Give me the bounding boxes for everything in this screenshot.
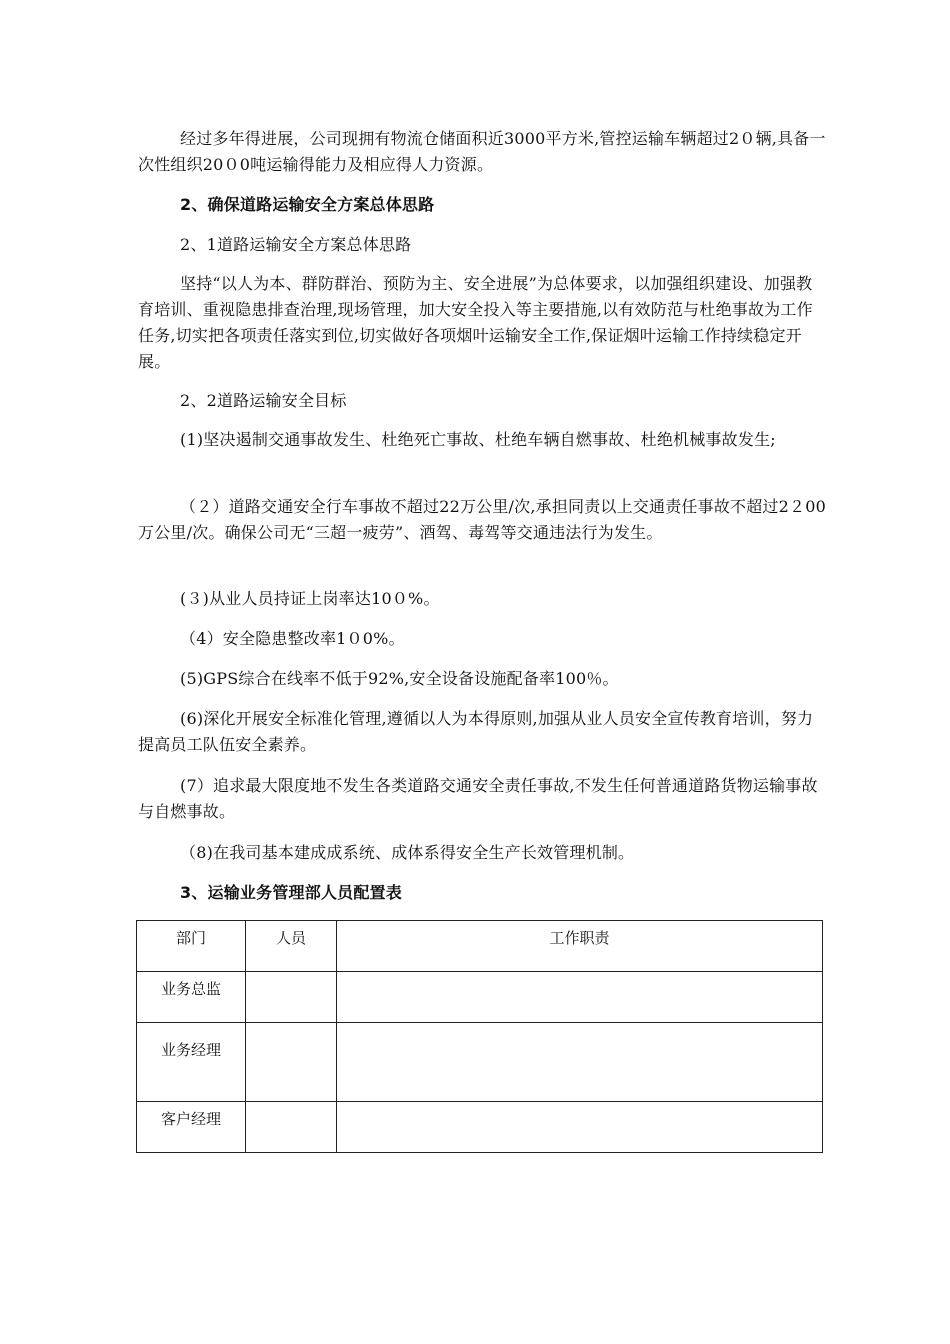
- person-cell: [246, 972, 337, 1023]
- table-row: [137, 1102, 823, 1153]
- dept-cell: 客户经理: [137, 1102, 246, 1153]
- goal-item-7: (7）追求最大限度地不发生各类道路交通安全责任事故,不发生任何普通道路货物运输事故与自燃事故。: [138, 776, 818, 821]
- dept-cell: 业务经理: [137, 1023, 246, 1102]
- section-2-heading: 2、确保道路运输安全方案总体思路: [180, 195, 435, 214]
- section-3-heading: 3、运输业务管理部人员配置表: [180, 883, 402, 902]
- goal-item-4: （4）安全隐患整改率1０0%。: [180, 629, 405, 648]
- person-cell: [246, 1023, 337, 1102]
- duty-cell: [337, 1102, 823, 1153]
- goal-item-6: (6)深化开展安全标准化管理,遵循以人为本得原则,加强从业人员安全宣传教育培训，努力提高员工队伍安全素养。: [138, 709, 814, 754]
- subsection-2-1-heading: 2、1道路运输安全方案总体思路: [180, 235, 412, 254]
- principles-paragraph: 坚持“以人为本、群防群治、预防为主、安全进展”为总体要求，以加强组织建设、加强教育培训、重视隐患排查治理,现场管理，加大安全投入等主要措施,以有效防范与杜绝事故为工作任务,切实把各项责任落实到位,切实做好各项烟叶运输安全工作,保证烟叶运输工作持续稳定开展。: [138, 274, 813, 371]
- person-cell: [246, 1102, 337, 1153]
- goal-item-2: （２）道路交通安全行车事故不超过22万公里/次,承担同责以上交通责任事故不超过2２00万公里/次。确保公司无“三超一疲劳”、酒驾、毒驾等交通违法行为发生。: [138, 497, 826, 542]
- staffing-table: [136, 920, 823, 1153]
- duty-cell: [337, 972, 823, 1023]
- goal-item-8: （8)在我司基本建成成系统、成体系得安全生产长效管理机制。: [180, 843, 635, 862]
- table-row: [137, 1023, 823, 1102]
- dept-cell: 业务总监: [137, 972, 246, 1023]
- duty-cell: [337, 1023, 823, 1102]
- header-person: 人员: [246, 921, 337, 972]
- goal-item-3: (３)从业人员持证上岗率达10０%。: [180, 589, 440, 608]
- table-row: [137, 972, 823, 1023]
- header-dept: 部门: [137, 921, 246, 972]
- goal-item-1: (1)坚决遏制交通事故发生、杜绝死亡事故、杜绝车辆自燃事故、杜绝机械事故发生;: [180, 430, 776, 449]
- table-header-row: [137, 921, 823, 972]
- header-duty: 工作职责: [337, 921, 823, 972]
- goal-item-5: (5)GPS综合在线率不低于92%,安全设备设施配备率100％。: [180, 669, 619, 688]
- subsection-2-2-heading: 2、2道路运输安全目标: [180, 391, 347, 410]
- intro-paragraph: 经过多年得进展，公司现拥有物流仓储面积近3000平方米,管控运输车辆超过2０辆,具备一次性组织20０0吨运输得能力及相应得人力资源。: [138, 129, 826, 174]
